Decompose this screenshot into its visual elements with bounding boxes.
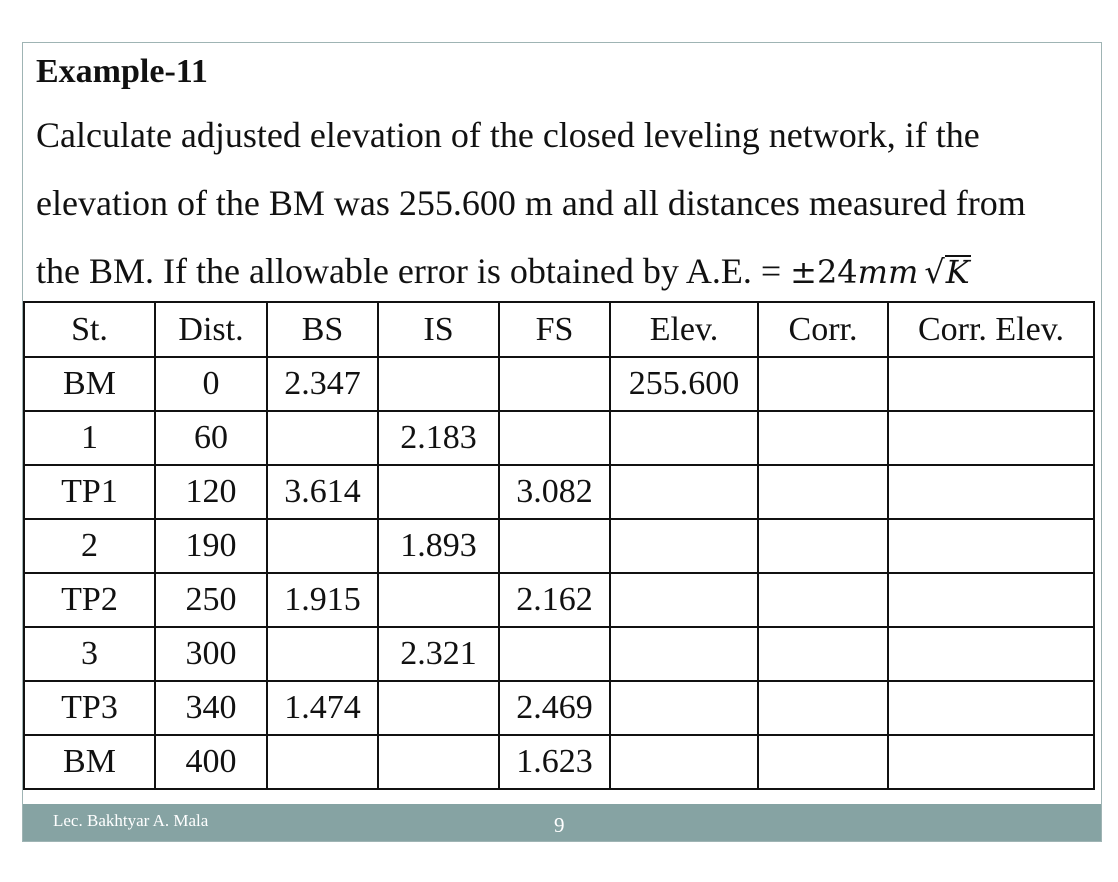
cell-corr xyxy=(758,627,888,681)
header-corrected-elevation: Corr. Elev. xyxy=(888,302,1094,357)
allowable-error-formula xyxy=(790,253,971,291)
cell-corr xyxy=(758,357,888,411)
cell-corr xyxy=(758,735,888,789)
cell-is xyxy=(378,735,499,789)
formula-radicand: K xyxy=(945,253,970,291)
slide-title: Example-11 xyxy=(36,53,208,90)
cell-distance: 190 xyxy=(155,519,267,573)
problem-line-3-text: the BM. If the allowable error is obtained by A.E. = xyxy=(36,251,791,291)
cell-is: 2.183 xyxy=(378,411,499,465)
cell-station: BM xyxy=(24,735,155,789)
header-intermediate-sight: IS xyxy=(378,302,499,357)
cell-distance: 250 xyxy=(155,573,267,627)
problem-line-1: Calculate adjusted elevation of the closed leveling network, if the xyxy=(36,115,980,155)
cell-bs: 1.474 xyxy=(267,681,378,735)
cell-bs: 1.915 xyxy=(267,573,378,627)
cell-elev xyxy=(610,519,758,573)
cell-fs: 2.162 xyxy=(499,573,610,627)
cell-station: 1 xyxy=(24,411,155,465)
table-row xyxy=(24,411,1094,465)
leveling-table xyxy=(23,301,1095,790)
cell-corr-elev xyxy=(888,519,1094,573)
cell-corr xyxy=(758,681,888,735)
cell-corr-elev xyxy=(888,627,1094,681)
header-fore-sight: FS xyxy=(499,302,610,357)
cell-distance: 60 xyxy=(155,411,267,465)
formula-sqrt xyxy=(924,244,970,300)
cell-is: 2.321 xyxy=(378,627,499,681)
cell-corr-elev xyxy=(888,735,1094,789)
cell-corr xyxy=(758,573,888,627)
formula-radical-sign: √ xyxy=(924,253,945,291)
cell-fs xyxy=(499,357,610,411)
cell-distance: 0 xyxy=(155,357,267,411)
cell-elev xyxy=(610,627,758,681)
cell-elev xyxy=(610,735,758,789)
cell-bs: 3.614 xyxy=(267,465,378,519)
table-row xyxy=(24,357,1094,411)
cell-elev xyxy=(610,465,758,519)
cell-is xyxy=(378,681,499,735)
cell-elev xyxy=(610,681,758,735)
header-distance: Dist. xyxy=(155,302,267,357)
cell-fs: 3.082 xyxy=(499,465,610,519)
slide xyxy=(22,42,1102,842)
cell-elev xyxy=(610,573,758,627)
cell-station: TP2 xyxy=(24,573,155,627)
table-row xyxy=(24,681,1094,735)
table-row xyxy=(24,627,1094,681)
cell-distance: 400 xyxy=(155,735,267,789)
cell-elev: 255.600 xyxy=(610,357,758,411)
cell-fs: 1.623 xyxy=(499,735,610,789)
cell-station: TP3 xyxy=(24,681,155,735)
cell-corr-elev xyxy=(888,465,1094,519)
cell-bs: 2.347 xyxy=(267,357,378,411)
header-correction: Corr. xyxy=(758,302,888,357)
cell-elev xyxy=(610,411,758,465)
table-row xyxy=(24,573,1094,627)
cell-station: BM xyxy=(24,357,155,411)
page-number: 9 xyxy=(554,813,565,837)
header-elevation: Elev. xyxy=(610,302,758,357)
cell-corr xyxy=(758,465,888,519)
cell-fs xyxy=(499,411,610,465)
cell-corr xyxy=(758,519,888,573)
cell-bs xyxy=(267,519,378,573)
cell-corr-elev xyxy=(888,411,1094,465)
table-row xyxy=(24,519,1094,573)
cell-bs xyxy=(267,627,378,681)
table-header-row xyxy=(24,302,1094,357)
cell-station: 2 xyxy=(24,519,155,573)
cell-corr-elev xyxy=(888,681,1094,735)
cell-distance: 340 xyxy=(155,681,267,735)
problem-line-2: elevation of the BM was 255.600 m and all distances measured from xyxy=(36,183,1026,223)
cell-station: 3 xyxy=(24,627,155,681)
problem-statement xyxy=(36,107,1096,311)
header-station: St. xyxy=(24,302,155,357)
cell-is xyxy=(378,465,499,519)
cell-fs xyxy=(499,519,610,573)
footer-author: Lec. Bakhtyar A. Mala xyxy=(53,811,209,830)
cell-distance: 300 xyxy=(155,627,267,681)
cell-distance: 120 xyxy=(155,465,267,519)
formula-unit: mm xyxy=(857,253,919,291)
cell-corr-elev xyxy=(888,357,1094,411)
slide-footer xyxy=(23,804,1101,841)
cell-fs: 2.469 xyxy=(499,681,610,735)
table-row xyxy=(24,465,1094,519)
cell-is: 1.893 xyxy=(378,519,499,573)
cell-corr-elev xyxy=(888,573,1094,627)
cell-bs xyxy=(267,411,378,465)
table-row xyxy=(24,735,1094,789)
cell-fs xyxy=(499,627,610,681)
cell-station: TP1 xyxy=(24,465,155,519)
cell-is xyxy=(378,357,499,411)
cell-bs xyxy=(267,735,378,789)
header-back-sight: BS xyxy=(267,302,378,357)
formula-plus-minus: ± xyxy=(790,253,817,291)
formula-coefficient: 24 xyxy=(816,253,858,291)
cell-is xyxy=(378,573,499,627)
cell-corr xyxy=(758,411,888,465)
